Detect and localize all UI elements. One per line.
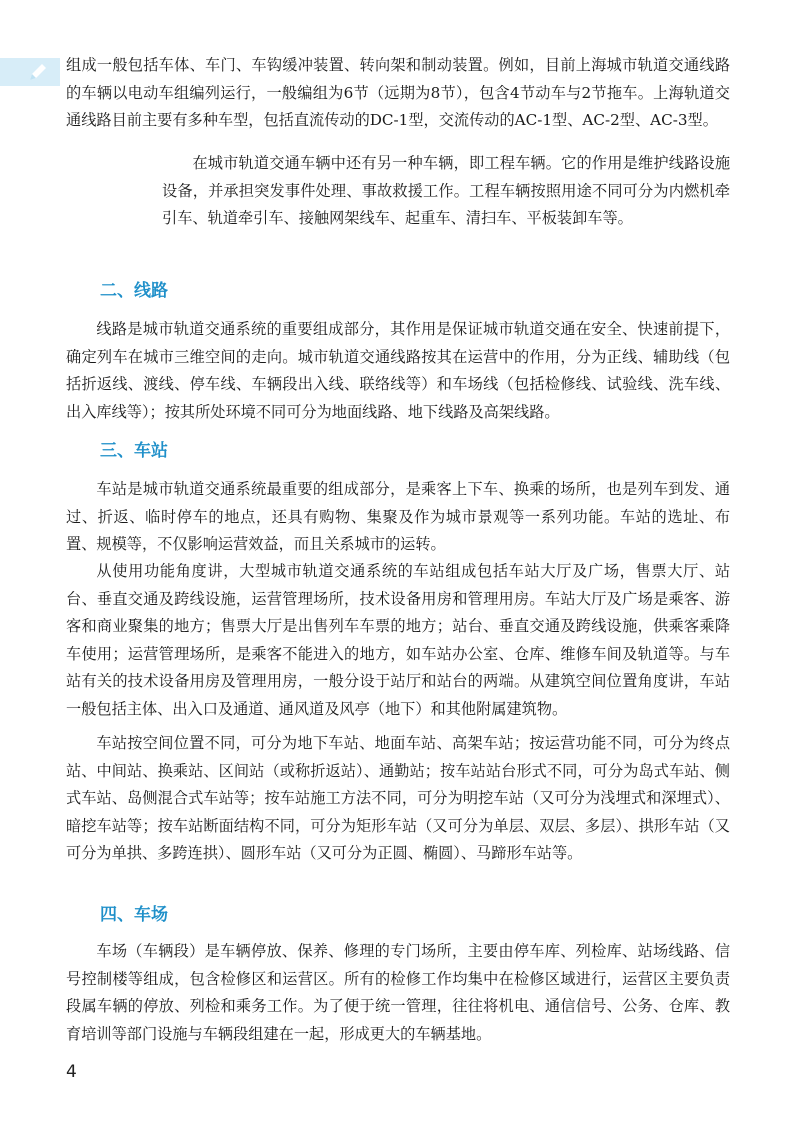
paragraph-stations-classification: 车站按空间位置不同，可分为地下车站、地面车站、高架车站；按运营功能不同，可分为终点站、中间站、换乘站、区间站（或称折返站）、通勤站；按车站站台形式不同，可分为岛式车站、侧式车站、岛侧混合式车站等；按车站施工方法不同，可分为明挖车站（又可分为浅埋式和深埋式）、暗挖车站等；按车站断面结构不同，可分为矩形车站（又可分为单层、双层、多层）、拱形车站（又可分为单拱、多跨连拱）、圆形车站（又可分为正圆、椭圆）、马蹄形车站等。	[66, 734, 730, 863]
section-heading-stations: 三、车站	[100, 441, 168, 461]
margin-tab	[0, 58, 60, 86]
paragraph-stations-intro: 车站是城市轨道交通系统最重要的组成部分，是乘客上下车、换乘的场所，也是列车到发、通过、折返、临时停车的地点，还具有购物、集聚及作为城市景观等一系列功能。车站的选址、布置、规模等，不仅影响运营效益，而且关系城市的运转。	[66, 480, 730, 554]
paragraph-engineering-vehicles: 在城市轨道交通车辆中还有另一种车辆，即工程车辆。它的作用是维护线路设施设备，并承担突发事件处理、事故救援工作。工程车辆按照用途不同可分为内燃机牵引车、轨道牵引车、接触网架线车、起重车、清扫车、平板装卸车等。	[162, 154, 730, 228]
paragraph-stations-function: 从使用功能角度讲，大型城市轨道交通系统的车站组成包括车站大厅及广场，售票大厅、站台、垂直交通及跨线设施，运营管理场所，技术设备用房和管理用房。车站大厅及广场是乘客、游客和商业聚集的地方；售票大厅是出售列车车票的地方；站台、垂直交通及跨线设施，供乘客乘降车使用；运营管理场所，是乘客不能进入的地方，如车站办公室、仓库、维修车间及轨道等。与车站有关的技术设备用房及管理用房，一般分设于站厅和站台的两端。从建筑空间位置角度讲，车站一般包括主体、出入口及通道、通风道及风亭（地下）和其他附属建筑物。	[66, 562, 730, 718]
page-number: 4	[66, 1062, 77, 1082]
paragraph-depot: 车场（车辆段）是车辆停放、保养、修理的专门场所，主要由停车库、列检库、站场线路、信号控制楼等组成，包含检修区和运营区。所有的检修工作均集中在检修区域进行，运营区主要负责段属车辆的停放、列检和乘务工作。为了便于统一管理，往往将机电、通信信号、公务、仓库、教育培训等部门设施与车辆段组建在一起，形成更大的车辆基地。	[66, 942, 730, 1043]
paragraph-lines: 线路是城市轨道交通系统的重要组成部分，其作用是保证城市轨道交通在安全、快速前提下，确定列车在城市三维空间的走向。城市轨道交通线路按其在运营中的作用，分为正线、辅助线（包括折返线、渡线、停车线、车辆段出入线、联络线等）和车场线（包括检修线、试验线、洗车线、出入库线等）；按其所处环境不同可分为地面线路、地下线路及高架线路。	[66, 320, 730, 421]
pencil-icon	[26, 60, 50, 84]
paragraph-vehicle-composition: 组成一般包括车体、车门、车钩缓冲装置、转向架和制动装置。例如，目前上海城市轨道交通线路的车辆以电动车组编列运行，一般编组为6节（远期为8节），包含4节动车与2节拖车。上海轨道交通线路目前主要有多种车型，包括直流传动的DC-1型，交流传动的AC-1型、AC-2型、AC-3型。	[66, 56, 730, 130]
section-heading-depot: 四、车场	[100, 905, 168, 925]
section-heading-lines: 二、线路	[100, 281, 168, 301]
